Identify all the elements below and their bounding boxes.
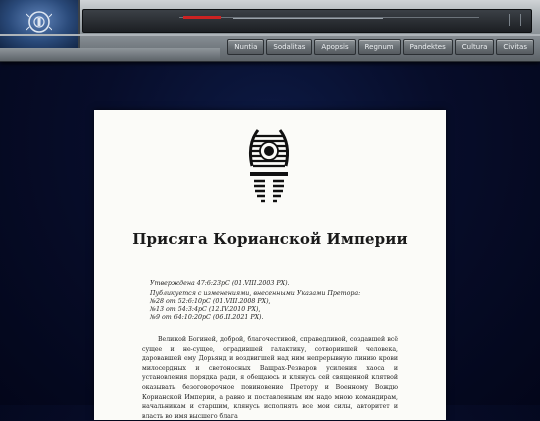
document-meta	[150, 280, 400, 322]
header-decor-bar	[82, 9, 532, 33]
site-logo[interactable]	[0, 0, 80, 50]
empire-emblem-icon	[244, 126, 294, 208]
header-slope	[0, 48, 220, 61]
oath-paragraph: Великой Богиней, доброй, благочестивой, справедливой, создавшей всё сущее и не-сущее, оградившей галактику, сотворившей человека, даровавшей ему Дорьянд и воздвигшей над ним непрерывную линию крови милосердных и светоносных Ващрах-Резваров усиления хаоса и установления порядка ради, я обещаюсь и клянусь сей священной клятвой оказывать безоговорочное повиновение Претору и Военному Вождю Корианской Империи, а равно и поставленным им надо мною командирам, начальникам и старшим, клянусь исполнять все мои силы, авторитет и власть во имя высшего блага	[142, 336, 398, 420]
tab-nuntia[interactable]: Nuntia	[227, 39, 264, 55]
main-nav	[227, 39, 534, 55]
publication-note: Публикуется с изменениями, внесенными Указами Претора:	[150, 290, 361, 297]
header-divider	[0, 34, 540, 36]
approval-line: Утверждена 47:6:23рС (01.VIII.2003 РХ).	[150, 280, 290, 287]
tab-sodalitas[interactable]: Sodalitas	[266, 39, 312, 55]
tab-regnum[interactable]: Regnum	[358, 39, 401, 55]
decree-line: №13 от 54:3:4рС (12.IV.2010 РХ),	[150, 306, 261, 313]
site-header	[0, 0, 540, 62]
tab-cultura[interactable]: Cultura	[455, 39, 495, 55]
header-red-accent	[183, 16, 221, 19]
tab-pandektes[interactable]: Pandektes	[403, 39, 453, 55]
winged-emblem-icon	[26, 9, 52, 35]
document-title: Присяга Корианской Империи	[132, 230, 408, 248]
decree-line: №9 от 64:10:20рС (06.II.2021 РХ).	[150, 314, 264, 321]
decree-line: №28 от 52:6:10рС (01.VIII.2008 РХ),	[150, 298, 271, 305]
tab-apopsis[interactable]: Apopsis	[314, 39, 355, 55]
document-page	[94, 110, 446, 420]
tab-civitas[interactable]: Civitas	[496, 39, 534, 55]
